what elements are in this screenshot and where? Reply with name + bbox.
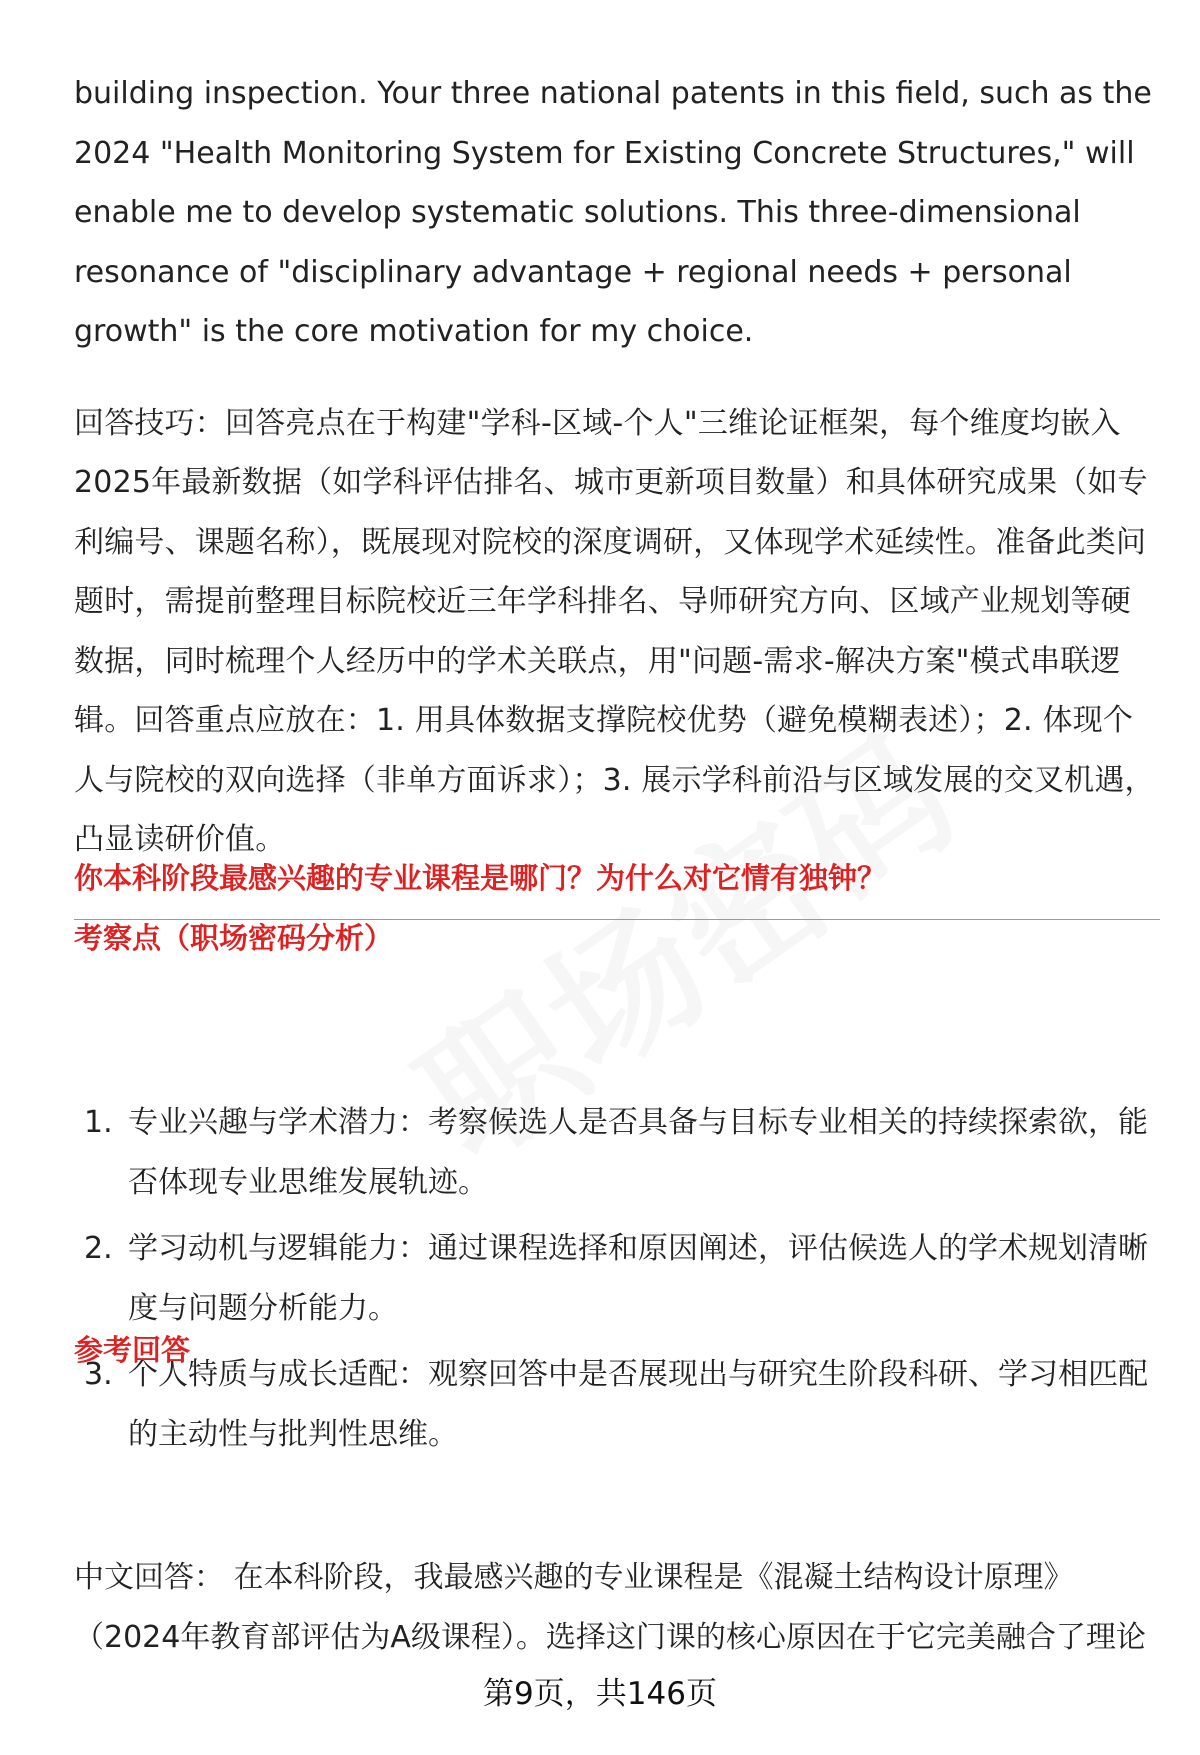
answer-paragraph: 中文回答： 在本科阶段，我最感兴趣的专业课程是《混凝土结构设计原理》（2024年教育部评估为A级课程）。选择这门课的核心原因在于它完美融合了理论 (74, 1560, 1146, 1655)
list-number: 1. (84, 1105, 113, 1140)
tips-paragraph: 回答技巧：回答亮点在于构建"学科-区域-个人"三维论证框架，每个维度均嵌入2025年最新数据（如学科评估排名、城市更新项目数量）和具体研究成果（如专利编号、课题名称），既展现对院校的深度调研，又体现学术延续性。准备此类问题时，需提前整理目标院校近三年学科排名、导师研究方向、区域产业规划等硬数据，同时梳理个人经历中的学术关联点，用"问题-需求-解决方案"模式串联逻辑。回答重点应放在：1. 用具体数据支撑院校优势（避免模糊表述）；2. 体现个人与院校的双向选择（非单方面诉求）；3. 展示学科前沿与区域发展的交叉机遇，凸显读研价值。 (74, 405, 1155, 857)
reference-section (74, 1330, 1160, 1370)
list-text: 个人特质与成长适配：观察回答中是否展现出与研究生阶段科研、学习相匹配的主动性与批判性思维。 (128, 1357, 1148, 1452)
reference-heading: 参考回答 (74, 1333, 191, 1367)
exam-points-list (74, 1093, 1160, 1471)
list-number: 2. (84, 1231, 113, 1266)
exam-points-section (74, 918, 1160, 958)
intro-paragraph: building inspection. Your three national patents in this field, such as the 2024 "Health Monitoring System for Existing Concrete Structures," will enable me to develop systematic solutions. This three-dimensional resonance of "disciplinary advantage + regional needs + personal growth" is the core motivation for my choice. (74, 76, 1152, 349)
document-body (74, 64, 1160, 870)
exam-points-heading: 考察点（职场密码分析） (74, 921, 394, 955)
question-heading: 你本科阶段最感兴趣的专业课程是哪门？为什么对它情有独钟？ (74, 861, 887, 895)
list-item (74, 1093, 1160, 1213)
question-section (74, 858, 1160, 898)
page-footer: 第9页，共146页 (483, 1676, 717, 1712)
list-text: 学习动机与逻辑能力：通过课程选择和原因阐述，评估候选人的学术规划清晰度与问题分析能力。 (128, 1231, 1148, 1326)
list-number: 3. (84, 1357, 113, 1392)
list-text: 专业兴趣与学术潜力：考察候选人是否具备与目标专业相关的持续探索欲，能否体现专业思维发展轨迹。 (128, 1105, 1148, 1200)
list-item (74, 1219, 1160, 1339)
